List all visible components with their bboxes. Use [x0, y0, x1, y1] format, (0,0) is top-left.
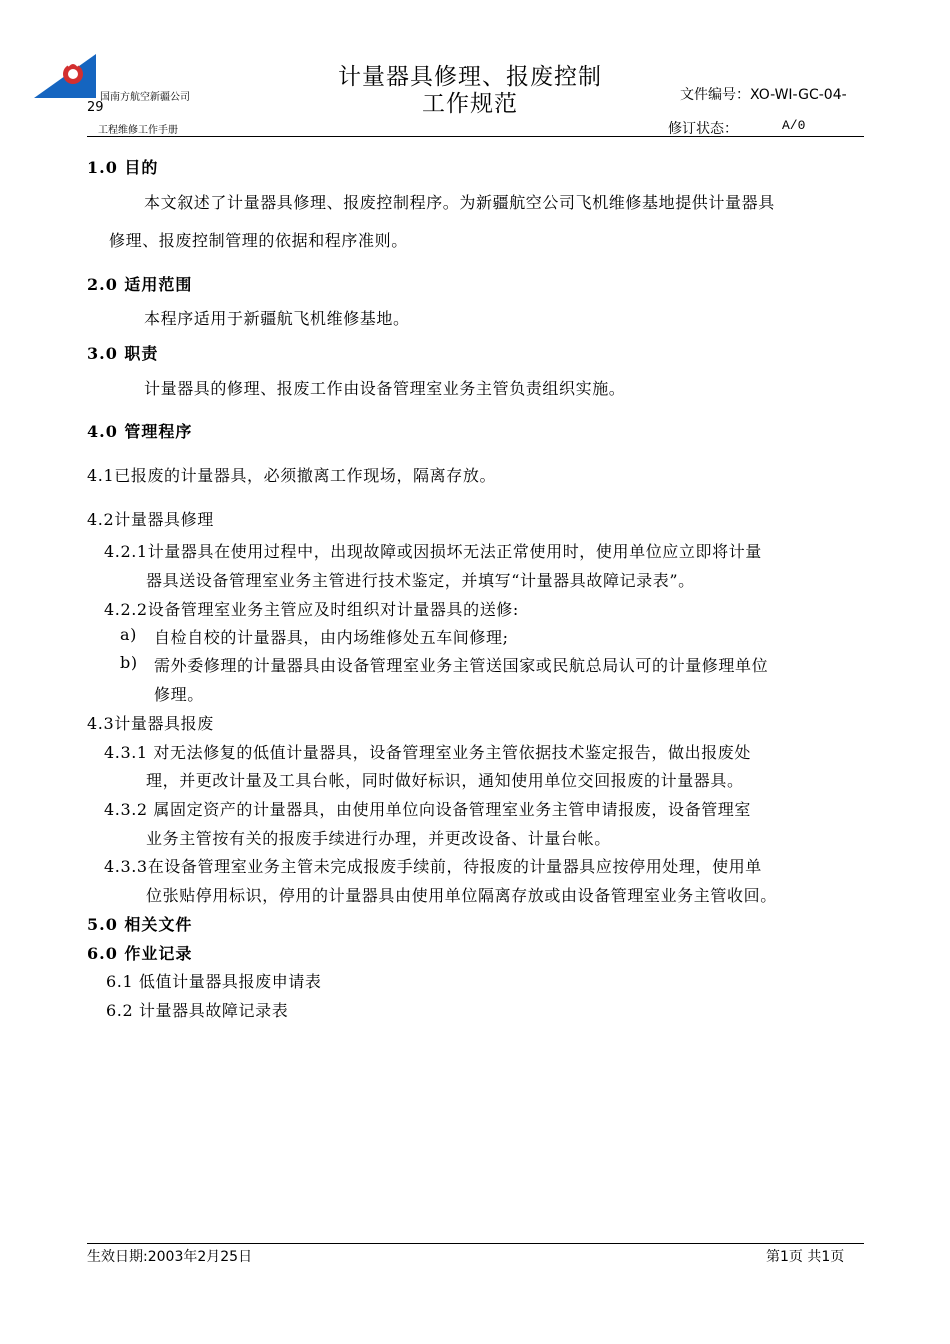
item-4-1: 4.1已报废的计量器具，必须撤离工作现场，隔离存放。 — [87, 466, 497, 485]
item-b-marker: b) — [120, 653, 138, 672]
item-4-3-3-line2: 位张贴停用标识，停用的计量器具由使用单位隔离存放或由设备管理室业务主管收回。 — [146, 886, 777, 905]
section-3-paragraph: 计量器具的修理、报废工作由设备管理室业务主管负责组织实施。 — [144, 379, 626, 398]
revision-value: A/0 — [782, 118, 806, 133]
section-1-heading: 1.0 目的 — [87, 158, 159, 177]
item-4-2: 4.2计量器具修理 — [87, 510, 214, 529]
item-4-3-2-line1: 4.3.2 属固定资产的计量器具，由使用单位向设备管理室业务主管申请报废，设备管理室 — [104, 800, 751, 819]
revision-label: 修订状态： — [668, 121, 738, 137]
section-5-heading: 5.0 相关文件 — [87, 915, 193, 934]
section-2-paragraph: 本程序适用于新疆航飞机维修基地。 — [144, 309, 410, 328]
effective-date: 生效日期:2003年2月25日 — [87, 1249, 253, 1265]
section-1-paragraph-line2: 修理、报废控制管理的依据和程序准则。 — [109, 231, 408, 250]
item-4-3: 4.3计量器具报废 — [87, 714, 214, 733]
item-b-text-line2: 修理。 — [154, 685, 204, 704]
company-name: 国南方航空新疆公司 — [100, 92, 190, 103]
section-3-heading: 3.0 职责 — [87, 344, 159, 363]
item-a-text: 自检自校的计量器具，由内场维修处五车间修理; — [154, 628, 509, 647]
item-a-marker: a) — [120, 625, 137, 644]
page-title-line2: 工作规范 — [422, 91, 518, 117]
file-number: 文件编号：XO-WI-GC-04- — [680, 87, 847, 103]
section-6-heading: 6.0 作业记录 — [87, 944, 193, 963]
section-1-paragraph-line1: 本文叙述了计量器具修理、报废控制程序。为新疆航空公司飞机维修基地提供计量器具 — [144, 193, 775, 212]
item-4-3-1-line2: 理，并更改计量及工具台帐，同时做好标识，通知使用单位交回报废的计量器具。 — [146, 771, 744, 790]
record-6-1: 6.1 低值计量器具报废申请表 — [106, 972, 322, 991]
page-title-line1: 计量器具修理、报废控制 — [338, 64, 602, 90]
item-4-3-3-line1: 4.3.3在设备管理室业务主管未完成报废手续前，待报废的计量器具应按停用处理，使用单 — [104, 857, 762, 876]
section-2-heading: 2.0 适用范围 — [87, 275, 193, 294]
airline-logo-icon — [32, 52, 98, 100]
item-4-2-1-line2: 器具送设备管理室业务主管进行技术鉴定，并填写“计量器具故障记录表”。 — [146, 571, 695, 590]
item-4-2-1-line1: 4.2.1计量器具在使用过程中，出现故障或因损坏无法正常使用时，使用单位应立即将计量 — [104, 542, 762, 561]
page-info: 第1页 共1页 — [766, 1249, 845, 1265]
item-b-text-line1: 需外委修理的计量器具由设备管理室业务主管送国家或民航总局认可的计量修理单位 — [154, 656, 769, 675]
record-6-2: 6.2 计量器具故障记录表 — [106, 1001, 289, 1020]
header-divider — [87, 136, 864, 137]
footer-divider — [87, 1243, 864, 1244]
item-4-3-1-line1: 4.3.1 对无法修复的低值计量器具，设备管理室业务主管依据技术鉴定报告，做出报废处 — [104, 743, 751, 762]
item-4-3-2-line2: 业务主管按有关的报废手续进行办理，并更改设备、计量台帐。 — [146, 829, 611, 848]
doc-number-fragment: 29 — [87, 100, 104, 115]
manual-name: 工程维修工作手册 — [98, 125, 178, 136]
section-4-heading: 4.0 管理程序 — [87, 422, 193, 441]
item-4-2-2: 4.2.2设备管理室业务主管应及时组织对计量器具的送修: — [104, 600, 519, 619]
